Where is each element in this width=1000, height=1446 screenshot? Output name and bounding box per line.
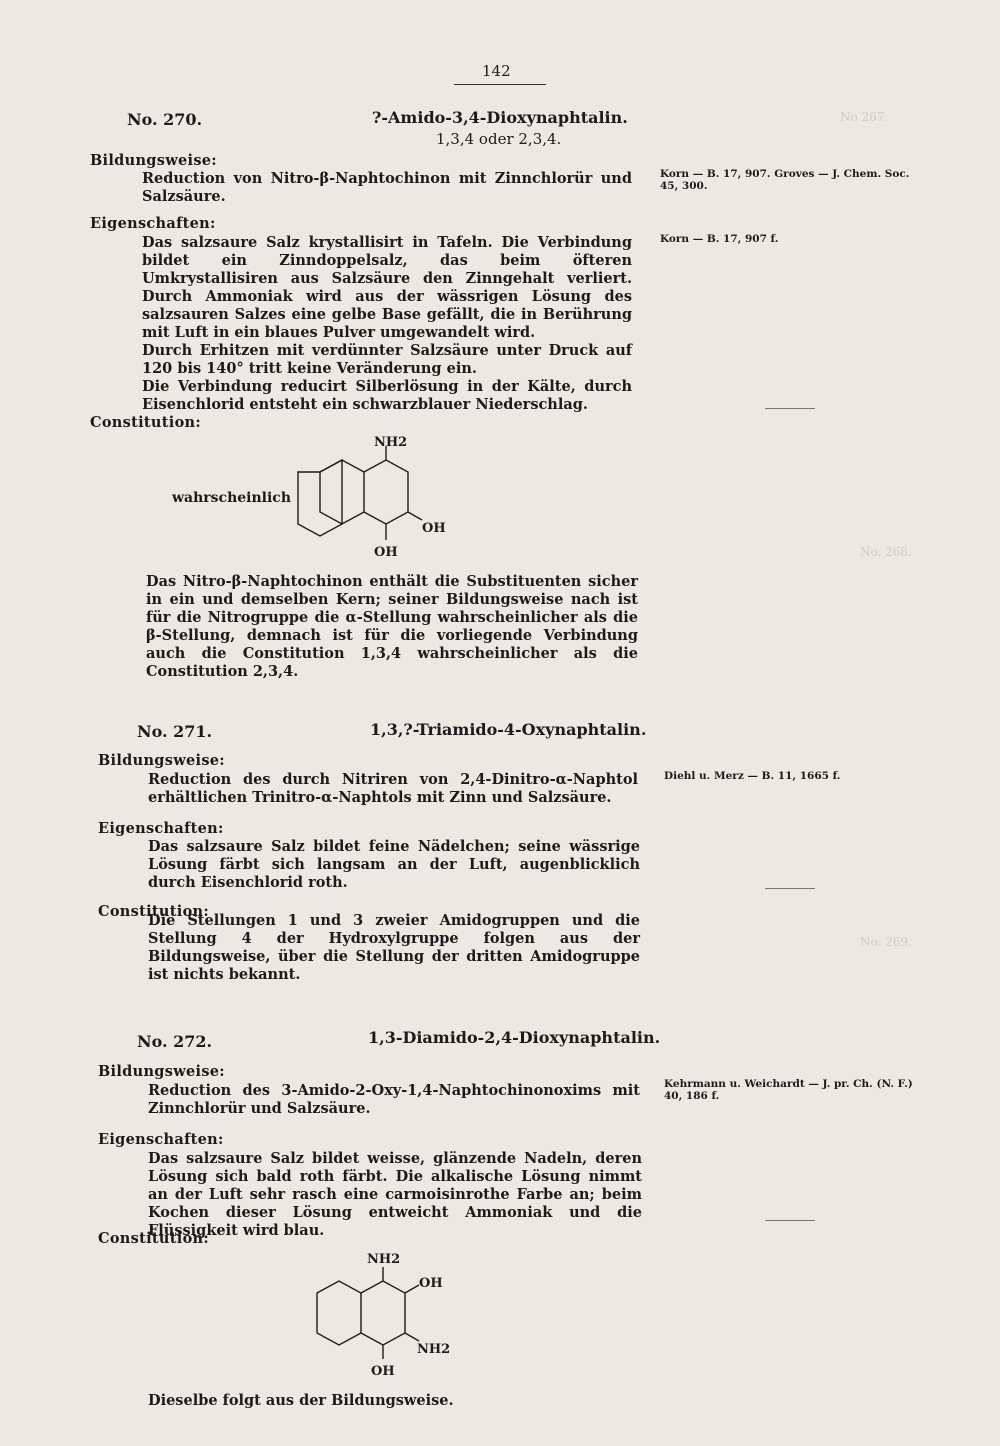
- section-heading-constitution: Constitution:: [98, 1230, 210, 1247]
- group-label-top: NH2: [374, 435, 408, 450]
- section-heading-eigenschaften: Eigenschaften:: [98, 1131, 224, 1148]
- entry-number: No. 272.: [137, 1032, 213, 1051]
- bildungsweise-text: Reduction von Nitro-β-Naphtochinon mit Zinnchlorür und Salzsäure.: [142, 170, 632, 205]
- entry-title: 1,3,?-Triamido-4-Oxynaphtalin.: [370, 720, 647, 739]
- group-label-top: NH2: [367, 1252, 401, 1267]
- reference-note: Korn — B. 17, 907 f.: [660, 233, 779, 245]
- entry-title: ?-Amido-3,4-Dioxynaphtalin.: [372, 108, 628, 127]
- section-heading-constitution: Constitution:: [90, 414, 202, 431]
- margin-rule: [765, 1220, 815, 1221]
- bleed-through-text: No 267.: [840, 110, 889, 124]
- group-label-right-top: OH: [419, 1276, 443, 1291]
- entry-subtitle: 1,3,4 oder 2,3,4.: [436, 130, 562, 148]
- page-number-rule: [454, 84, 546, 85]
- bleed-through-text: No. 269.: [860, 935, 912, 949]
- section-heading-constitution: Constitution:: [98, 903, 210, 920]
- constitution-text: Das Nitro-β-Naphtochinon enthält die Substituenten sicher in ein und demselben Kern; seiner Bildungsweise nach ist für die Nitrogruppe die α-Stellung wahrscheinlicher als die β-Stellung, demnach ist für die vorliegende Verbindung auch die Constitution 1,3,4 wahrscheinlicher als die Constitution 2,3,4.: [146, 573, 638, 680]
- section-heading-eigenschaften: Eigenschaften:: [98, 820, 224, 837]
- naphthalene-rings: [298, 446, 422, 540]
- naphthalene-structure-272: [305, 1245, 465, 1385]
- bleed-through-text: No. 268.: [860, 545, 912, 559]
- eigenschaften-text: Das salzsaure Salz krystallisirt in Tafeln. Die Verbindung bildet ein Zinndoppelsalz, das beim öfteren Umkrystallisiren aus Salzsäure den Zinngehalt verliert. Durch Ammoniak wird aus der wässrigen Lösung des salzsauren Salzes eine gelbe Base gefällt, die in Berührung mit Luft in ein blaues Pulver umgewandelt wird. Durch Erhitzen mit verdünnter Salzsäure unter Druck auf 120 bis 140° tritt keine Veränderung ein. Die Verbindung reducirt Silberlösung in der Kälte, durch Eisenchlorid entsteht ein schwarzblauer Niederschlag.: [142, 234, 632, 413]
- constitution-text: Die Stellungen 1 und 3 zweier Amidogruppen und die Stellung 4 der Hydroxylgruppe folgen aus der Bildungsweise, über die Stellung der dritten Amidogruppe ist nichts bekannt.: [148, 912, 640, 983]
- section-heading-eigenschaften: Eigenschaften:: [90, 215, 216, 232]
- eigenschaften-text: Das salzsaure Salz bildet feine Nädelchen; seine wässrige Lösung färbt sich langsam an der Luft, augenblicklich durch Eisenchlorid roth.: [148, 838, 640, 891]
- margin-rule: [765, 888, 815, 889]
- group-label-right-bottom: NH2: [417, 1342, 451, 1357]
- constitution-text: Dieselbe folgt aus der Bildungsweise.: [148, 1392, 454, 1409]
- group-label-bottom: OH: [371, 1364, 395, 1379]
- bildungsweise-text: Reduction des durch Nitriren von 2,4-Dinitro-α-Naphtol erhältlichen Trinitro-α-Naphtols mit Zinn und Salzsäure.: [148, 771, 638, 806]
- group-label-bottom: OH: [374, 545, 398, 560]
- section-heading-bildungsweise: Bildungsweise:: [90, 152, 217, 169]
- structure-label: wahrscheinlich: [172, 490, 292, 506]
- entry-title: 1,3-Diamido-2,4-Dioxynaphtalin.: [368, 1028, 661, 1047]
- section-heading-bildungsweise: Bildungsweise:: [98, 752, 225, 769]
- margin-rule: [765, 408, 815, 409]
- eigenschaften-text: Das salzsaure Salz bildet weisse, glänzende Nadeln, deren Lösung sich bald roth färbt. Die alkalische Lösung nimmt an der Luft sehr rasch eine carmoisinrothe Farbe an; beim Kochen dieser Lösung entweicht Ammoniak und die Flüssigkeit wird blau.: [148, 1150, 642, 1239]
- entry-number: No. 271.: [137, 722, 213, 741]
- section-heading-bildungsweise: Bildungsweise:: [98, 1063, 225, 1080]
- reference-note: Diehl u. Merz — B. 11, 1665 f.: [664, 770, 841, 782]
- naphthalene-rings: [317, 1267, 419, 1359]
- reference-note: Korn — B. 17, 907. Groves — J. Chem. Soc. 45, 300.: [660, 168, 910, 192]
- bildungsweise-text: Reduction des 3-Amido-2-Oxy-1,4-Naphtochinonoxims mit Zinnchlorür und Salzsäure.: [148, 1082, 640, 1117]
- reference-note: Kehrmann u. Weichardt — J. pr. Ch. (N. F.) 40, 186 f.: [664, 1078, 913, 1102]
- page-number: 142: [482, 62, 511, 80]
- group-label-right: OH: [422, 521, 446, 536]
- entry-number: No. 270.: [127, 110, 203, 129]
- naphthalene-structure-270: [290, 432, 450, 567]
